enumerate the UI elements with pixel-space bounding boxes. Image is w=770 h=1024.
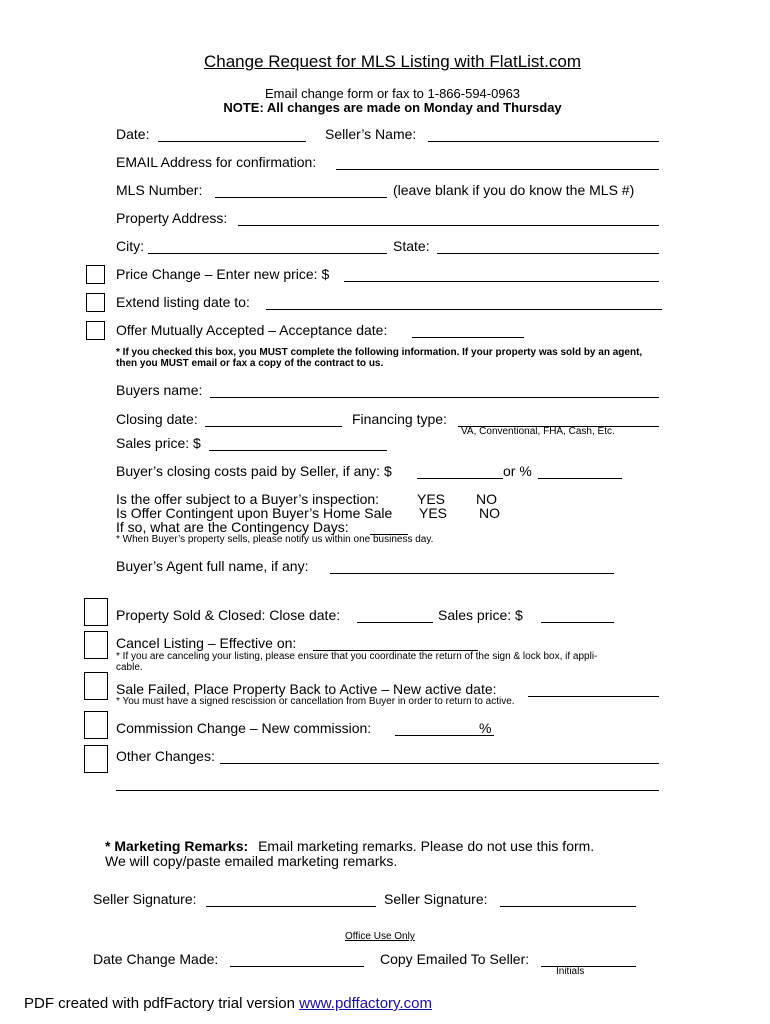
buyer-agent-label: Buyer’s Agent full name, if any: bbox=[116, 558, 309, 574]
offer-accepted-label: Offer Mutually Accepted – Acceptance date: bbox=[116, 322, 388, 338]
property-address-label: Property Address: bbox=[116, 210, 228, 226]
buyers-name-field[interactable] bbox=[210, 397, 659, 398]
sold-closed-checkbox[interactable] bbox=[84, 598, 108, 626]
contingent-label: Is Offer Contingent upon Buyer’s Home Sale bbox=[116, 505, 393, 521]
sold-sales-price-label: Sales price: $ bbox=[438, 607, 523, 623]
seller-signature-1-field[interactable] bbox=[206, 906, 376, 907]
close-date-field[interactable] bbox=[357, 622, 433, 623]
marketing-line2: We will copy/paste emailed marketing remarks. bbox=[105, 853, 398, 869]
closing-costs-or: or % bbox=[503, 463, 532, 479]
copy-emailed-label: Copy Emailed To Seller: bbox=[380, 951, 530, 967]
date-label: Date: bbox=[116, 126, 150, 142]
marketing-heading: * Marketing Remarks: bbox=[105, 838, 249, 854]
cancel-note-2: cable. bbox=[116, 662, 143, 673]
footer-text: PDF created with pdfFactory trial version bbox=[24, 995, 295, 1012]
note: NOTE: All changes are made on Monday and Thursday bbox=[223, 100, 562, 115]
seller-name-field[interactable] bbox=[428, 141, 659, 142]
state-field[interactable] bbox=[437, 253, 659, 254]
buyer-sale-note: * When Buyer’s property sells, please notify us within one business day. bbox=[116, 534, 434, 545]
sold-sales-price-field[interactable] bbox=[541, 622, 614, 623]
price-change-label: Price Change – Enter new price: $ bbox=[116, 266, 330, 282]
mls-field[interactable] bbox=[215, 197, 387, 198]
commission-pct: % bbox=[479, 720, 492, 736]
price-change-checkbox[interactable] bbox=[86, 265, 105, 284]
price-change-field[interactable] bbox=[344, 281, 659, 282]
commission-change-label: Commission Change – New commission: bbox=[116, 720, 372, 736]
seller-signature-2-label: Seller Signature: bbox=[384, 891, 488, 907]
mls-hint: (leave blank if you do know the MLS #) bbox=[393, 182, 635, 198]
seller-name-label: Seller’s Name: bbox=[325, 126, 417, 142]
extend-listing-field[interactable] bbox=[266, 309, 662, 310]
contingent-yes[interactable]: YES bbox=[419, 505, 448, 521]
state-label: State: bbox=[393, 238, 430, 254]
sales-price-label: Sales price: $ bbox=[116, 435, 201, 451]
marketing-remarks bbox=[105, 838, 594, 854]
commission-change-checkbox[interactable] bbox=[84, 711, 108, 739]
other-changes-field-2[interactable] bbox=[116, 790, 659, 791]
seller-signature-1-label: Seller Signature: bbox=[93, 891, 197, 907]
seller-signature-2-field[interactable] bbox=[500, 906, 636, 907]
new-active-date-field[interactable] bbox=[528, 696, 659, 697]
city-label: City: bbox=[116, 238, 144, 254]
footer bbox=[24, 995, 432, 1012]
closing-costs-label: Buyer’s closing costs paid by Seller, if any: $ bbox=[116, 463, 392, 479]
closing-date-label: Closing date: bbox=[116, 411, 198, 427]
sale-failed-note: * You must have a signed rescission or cancellation from Buyer in order to return to active. bbox=[116, 696, 515, 707]
email-field[interactable] bbox=[336, 169, 659, 170]
sold-closed-label: Property Sold & Closed: Close date: bbox=[116, 607, 341, 623]
email-label: EMAIL Address for confirmation: bbox=[116, 154, 317, 170]
date-change-field[interactable] bbox=[230, 966, 364, 967]
sale-failed-label: Sale Failed, Place Property Back to Active – New active date: bbox=[116, 681, 497, 697]
cancel-listing-label: Cancel Listing – Effective on: bbox=[116, 635, 297, 651]
extend-listing-label: Extend listing date to: bbox=[116, 294, 250, 310]
office-use-label: Office Use Only bbox=[345, 931, 415, 942]
property-address-field[interactable] bbox=[238, 225, 659, 226]
cancel-note-1: * If you are canceling your listing, please ensure that you coordinate the return of the sign & lock box, if appli- bbox=[116, 651, 598, 662]
financing-type-label: Financing type: bbox=[352, 411, 447, 427]
closing-costs-pct-field[interactable] bbox=[538, 478, 622, 479]
date-change-label: Date Change Made: bbox=[93, 951, 219, 967]
city-field[interactable] bbox=[148, 253, 387, 254]
marketing-line1: Email marketing remarks. Please do not use this form. bbox=[258, 838, 595, 854]
closing-date-field[interactable] bbox=[205, 426, 342, 427]
date-field[interactable] bbox=[158, 141, 306, 142]
other-changes-label: Other Changes: bbox=[116, 748, 215, 764]
closing-costs-dollar-field[interactable] bbox=[417, 478, 503, 479]
footer-link[interactable]: www.pdffactory.com bbox=[299, 995, 432, 1012]
inspection-label: Is the offer subject to a Buyer’s inspection: bbox=[116, 491, 380, 507]
cancel-listing-checkbox[interactable] bbox=[84, 631, 108, 659]
other-changes-checkbox[interactable] bbox=[84, 745, 108, 773]
financing-hint: VA, Conventional, FHA, Cash, Etc. bbox=[461, 426, 615, 437]
inspection-no[interactable]: NO bbox=[476, 491, 497, 507]
page-title: Change Request for MLS Listing with FlatList.com bbox=[203, 52, 581, 71]
mls-label: MLS Number: bbox=[116, 182, 203, 198]
inspection-yes[interactable]: YES bbox=[417, 491, 446, 507]
extend-listing-checkbox[interactable] bbox=[86, 293, 105, 312]
other-changes-field[interactable] bbox=[220, 763, 659, 764]
initials-label: Initials bbox=[556, 966, 585, 977]
sales-price-field[interactable] bbox=[209, 450, 387, 451]
buyers-name-label: Buyers name: bbox=[116, 382, 203, 398]
subtitle: Email change form or fax to 1-866-594-0963 bbox=[264, 86, 521, 101]
contingency-days-label: If so, what are the Contingency Days: bbox=[116, 519, 349, 535]
offer-accepted-checkbox[interactable] bbox=[86, 321, 105, 340]
contingent-no[interactable]: NO bbox=[479, 505, 500, 521]
offer-note: * If you checked this box, you MUST complete the following information. If your property was sold by an agent, then you MUST email or fax a copy of the contract to us. bbox=[116, 347, 643, 369]
buyer-agent-field[interactable] bbox=[330, 573, 614, 574]
sale-failed-checkbox[interactable] bbox=[84, 672, 108, 700]
acceptance-date-field[interactable] bbox=[412, 337, 524, 338]
